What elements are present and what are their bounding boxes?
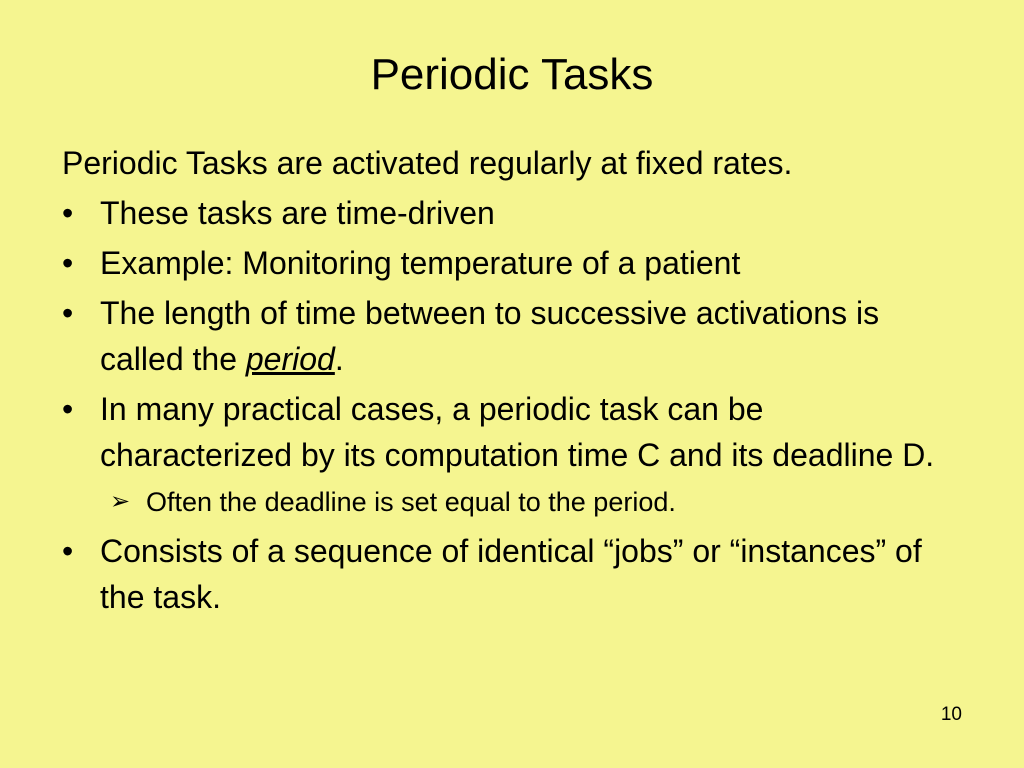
sub-bullet-item (62, 482, 962, 522)
bullet-text: Consists of a sequence of identical “jobs” or “instances” of the task. (100, 533, 922, 615)
period-text-before: The length of time between to successive activations is called the (100, 295, 880, 377)
sub-bullet-text: Often the deadline is set equal to the period. (146, 487, 676, 517)
bullet-dot-icon: • (62, 295, 74, 331)
slide-body (62, 140, 962, 624)
bullet-dot-icon: • (62, 533, 74, 569)
bullet-dot-icon: • (62, 195, 74, 231)
bullet-list (62, 528, 962, 620)
bullet-text: These tasks are time-driven (100, 195, 495, 231)
bullet-item (62, 290, 962, 382)
period-term: period (245, 341, 335, 377)
arrow-bullet-icon: ➢ (110, 488, 131, 515)
page-number: 10 (940, 704, 962, 725)
bullet-item (62, 190, 962, 236)
bullet-item (62, 528, 962, 620)
slide-title: Periodic Tasks (370, 50, 654, 99)
bullet-text: In many practical cases, a periodic task can be characterized by its computation time C and its deadline D. (100, 391, 935, 473)
bullet-text: Example: Monitoring temperature of a patient (100, 245, 741, 281)
bullet-text (100, 295, 879, 377)
bullet-list (62, 190, 962, 478)
intro-paragraph: Periodic Tasks are activated regularly at fixed rates. (62, 145, 793, 181)
bullet-dot-icon: • (62, 245, 74, 281)
period-text-after: . (334, 341, 344, 377)
bullet-dot-icon: • (62, 391, 74, 427)
bullet-item (62, 386, 962, 478)
bullet-item (62, 240, 962, 286)
